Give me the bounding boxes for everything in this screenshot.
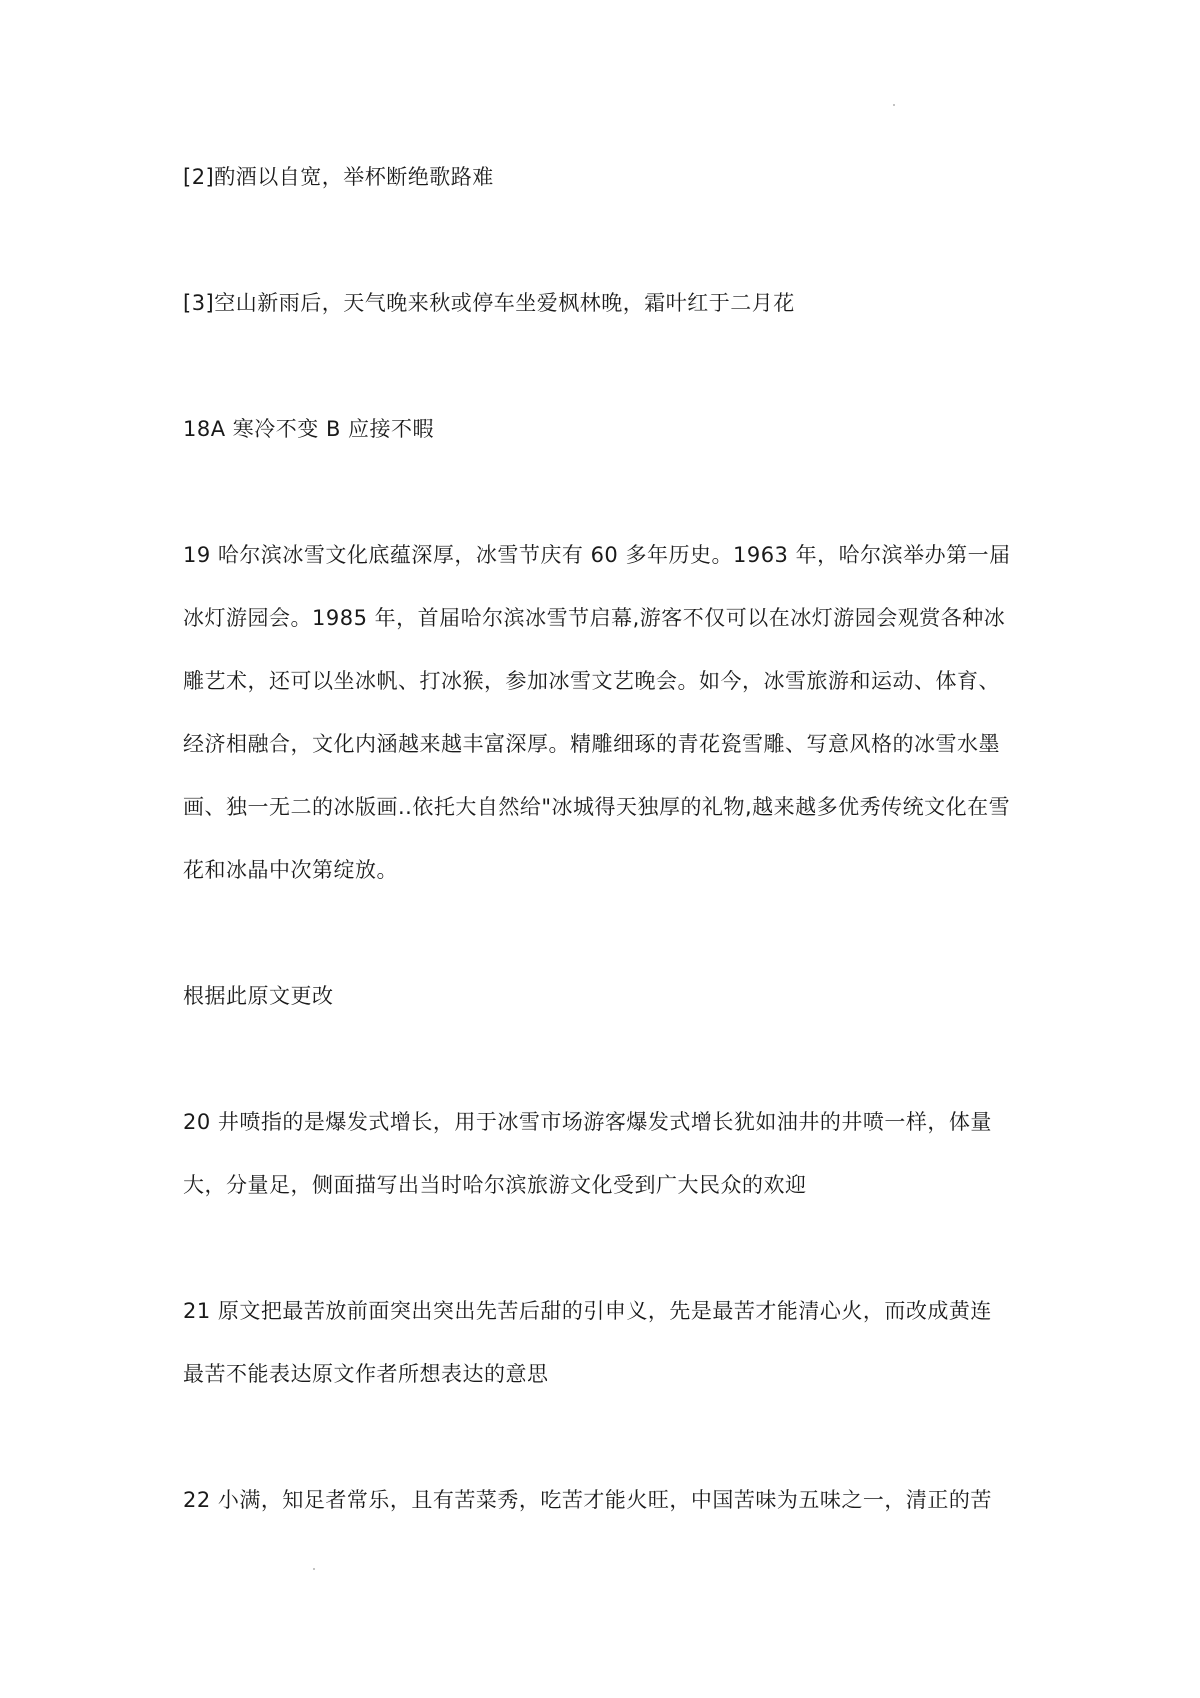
question-20-line: 20 井喷指的是爆发式增长，用于冰雪市场游客爆发式增长犹如油井的井喷一样，体量 [183,1110,992,1134]
question-21 [183,1280,1023,1406]
question-19-line: 画、独一无二的冰版画..依托大自然给"冰城得天独厚的礼物,越来越多优秀传统文化在雪 [183,795,1011,819]
question-19-line: 冰灯游园会。1985 年，首届哈尔滨冰雪节启幕,游客不仅可以在冰灯游园会观赏各种冰 [183,606,1006,630]
note-paragraph [183,965,1023,1028]
question-19-line: 花和冰晶中次第绽放。 [183,858,398,882]
answer-2 [183,146,1023,209]
question-19-line: 雕艺术，还可以坐冰帆、打冰猴，参加冰雪文艺晚会。如今，冰雪旅游和运动、体育、 [183,669,1000,693]
answer-3-line: [3]空山新雨后，天气晚来秋或停车坐爱枫林晚，霜叶红于二月花 [183,291,795,315]
question-22 [183,1469,1023,1532]
question-19-line: 19 哈尔滨冰雪文化底蕴深厚，冰雪节庆有 60 多年历史。1963 年，哈尔滨举办第一届 [183,543,1011,567]
question-19 [183,524,1023,902]
question-19-line: 经济相融合，文化内涵越来越丰富深厚。精雕细琢的青花瓷雪雕、写意风格的冰雪水墨 [183,732,1000,756]
scan-speck [313,1568,315,1570]
answer-2-line: [2]酌酒以自宽，举杯断绝歌路难 [183,165,494,189]
question-21-line: 21 原文把最苦放前面突出突出先苦后甜的引申义，先是最苦才能清心火，而改成黄连 [183,1299,992,1323]
note-line: 根据此原文更改 [183,984,334,1008]
answer-3 [183,272,1023,335]
scan-speck [893,104,895,106]
question-18 [183,398,1023,461]
question-20-line: 大，分量足，侧面描写出当时哈尔滨旅游文化受到广大民众的欢迎 [183,1173,807,1197]
question-21-line: 最苦不能表达原文作者所想表达的意思 [183,1362,549,1386]
question-18-line: 18A 寒冷不变 B 应接不暇 [183,417,435,441]
question-22-line: 22 小满，知足者常乐，且有苦菜秀，吃苦才能火旺，中国苦味为五味之一，清正的苦 [183,1488,992,1512]
question-20 [183,1091,1023,1217]
